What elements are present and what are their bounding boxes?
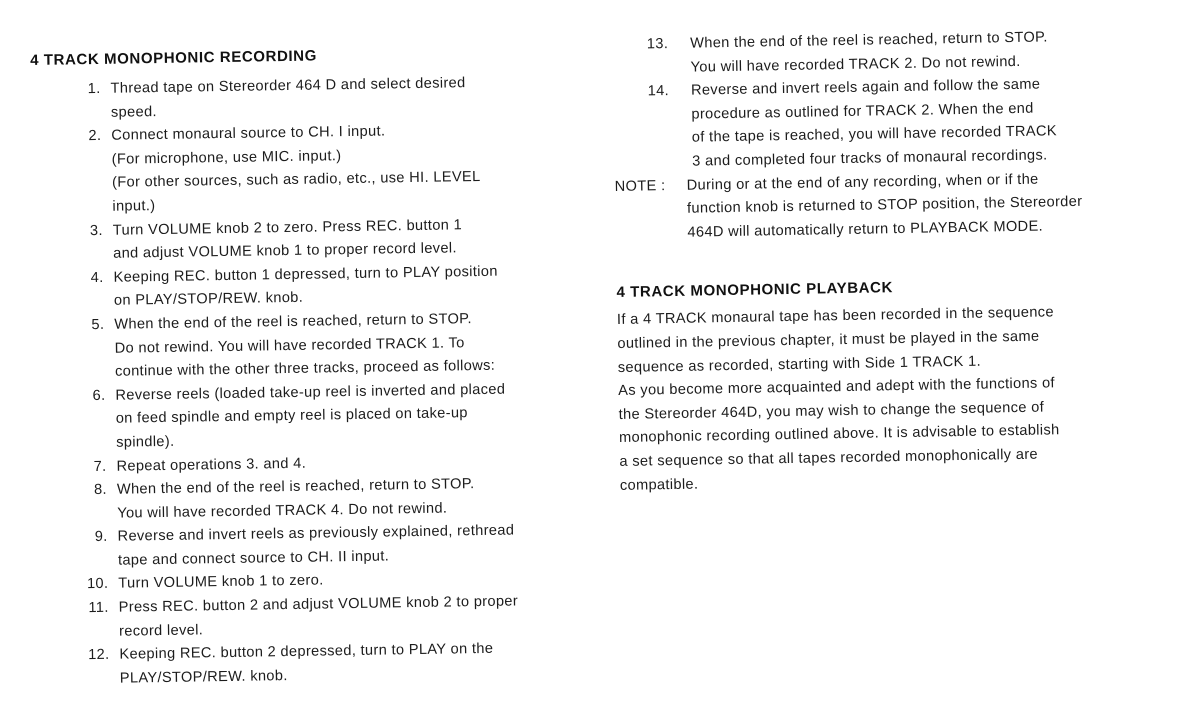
step-number: 13. — [646, 36, 669, 53]
playback-paragraph — [617, 300, 1140, 498]
step-number: 7. — [93, 458, 107, 475]
step-number: 1. — [87, 80, 101, 98]
step-text-line: Keeping REC. button 1 depressed, turn to PLAY position — [113, 263, 498, 286]
step-text-line: When the end of the reel is reached, return to STOP. — [690, 29, 1048, 52]
step-text-line: Thread tape on Stereorder 464 D and select desired — [110, 75, 466, 97]
list-item — [33, 212, 554, 267]
list-item — [39, 590, 560, 645]
step-text-line: Do not rewind. You will have recorded TRACK 1. To — [114, 334, 465, 357]
step-text-line: Repeat operations 3. and 4. — [116, 455, 307, 475]
paragraph-line: monophonic recording outlined above. It is advisable to establish — [618, 422, 1060, 447]
step-text-line: 3 and completed four tracks of monaural recordings. — [692, 147, 1048, 170]
step-text-line: You will have recorded TRACK 2. Do not rewind. — [690, 53, 1021, 76]
right-column — [612, 25, 1140, 498]
step-number: 11. — [88, 599, 109, 617]
paragraph-line: a set sequence so that all tapes recorded monophonically are — [619, 446, 1039, 470]
left-column — [30, 44, 560, 693]
note-text-line: 464D will automatically return to PLAYBACK MODE. — [687, 218, 1044, 241]
recording-steps-continued-list — [612, 25, 1134, 176]
note-label: NOTE : — [614, 177, 666, 195]
note-text-line: During or at the end of any recording, when or if the — [686, 171, 1039, 194]
step-number: 3. — [89, 222, 103, 239]
step-text-line: Connect monaural source to CH. I input. — [111, 123, 386, 144]
step-text-line: and adjust VOLUME knob 1 to proper record level. — [113, 240, 457, 262]
list-item — [33, 260, 554, 315]
step-text-line: PLAY/STOP/REW. knob. — [119, 667, 288, 687]
list-item — [35, 378, 556, 457]
step-text-line: Reverse reels (loaded take-up reel is inverted and placed — [115, 381, 506, 404]
list-item — [37, 519, 558, 574]
note-block — [614, 166, 1135, 246]
list-item — [613, 72, 1135, 175]
step-text-line: Turn VOLUME knob 1 to zero. — [118, 572, 324, 593]
step-number: 4. — [90, 269, 104, 286]
step-text-line: Press REC. button 2 and adjust VOLUME knob 2 to proper — [118, 593, 519, 616]
recording-steps-list — [30, 71, 560, 693]
step-number: 2. — [88, 128, 102, 145]
step-number: 12. — [88, 647, 110, 664]
paragraph-line: outlined in the previous chapter, it must be played in the same — [617, 328, 1040, 352]
step-text-line: Turn VOLUME knob 2 to zero. Press REC. button 1 — [112, 216, 463, 239]
list-item — [30, 71, 551, 126]
recording-section-title: 4 TRACK MONOPHONIC RECORDING — [30, 47, 318, 69]
step-number: 10. — [86, 576, 109, 593]
step-text-line: When the end of the reel is reached, return to STOP. — [116, 476, 475, 498]
step-number: 5. — [91, 316, 105, 334]
step-text-line: You will have recorded TRACK 4. Do not rewind. — [117, 500, 448, 522]
step-text-line: (For other sources, such as radio, etc., use HI. LEVEL — [111, 169, 481, 192]
step-text-line: on PLAY/STOP/REW. knob. — [113, 290, 304, 310]
step-number: 14. — [647, 83, 670, 100]
paragraph-line: If a 4 TRACK monaural tape has been recorded in the sequence — [616, 304, 1054, 329]
step-number: 6. — [92, 387, 106, 404]
step-text-line: record level. — [118, 622, 204, 640]
step-text-line: Reverse and invert reels again and follow the same — [690, 76, 1041, 99]
step-text-line: continue with the other three tracks, proceed as follows: — [114, 357, 496, 380]
step-text-line: procedure as outlined for TRACK 2. When the end — [691, 100, 1034, 123]
step-text-line: Keeping REC. button 2 depressed, turn to PLAY on the — [119, 641, 494, 663]
step-number: 9. — [94, 529, 108, 546]
paragraph-line: sequence as recorded, starting with Side 1 TRACK 1. — [617, 353, 982, 376]
step-text-line: spindle). — [116, 433, 175, 451]
step-text-line: (For microphone, use MIC. input.) — [111, 147, 342, 168]
step-text-line: input.) — [112, 198, 156, 215]
list-item — [37, 472, 558, 527]
note-text-line: function knob is returned to STOP position, the Stereorder — [686, 193, 1083, 217]
paragraph-line: As you become more acquainted and adept with the functions of — [618, 375, 1056, 400]
step-text-line: tape and connect source to CH. II input. — [117, 548, 390, 569]
step-text-line: When the end of the reel is reached, return to STOP. — [114, 311, 472, 333]
list-item — [34, 307, 555, 386]
step-number: 8. — [93, 481, 108, 499]
step-text-line: of the tape is reached, you will have recorded TRACK — [691, 123, 1058, 146]
paragraph-line: the Stereorder 464D, you may wish to change the sequence of — [618, 399, 1045, 423]
step-text-line: Reverse and invert reels as previously explained, rethread — [117, 522, 515, 545]
step-text-line: speed. — [110, 103, 157, 121]
paragraph-line: compatible. — [619, 476, 699, 494]
step-text-line: on feed spindle and empty reel is placed on take-up — [115, 405, 468, 428]
list-item — [39, 637, 560, 692]
list-item — [31, 118, 552, 221]
playback-section-title: 4 TRACK MONOPHONIC PLAYBACK — [616, 279, 894, 302]
